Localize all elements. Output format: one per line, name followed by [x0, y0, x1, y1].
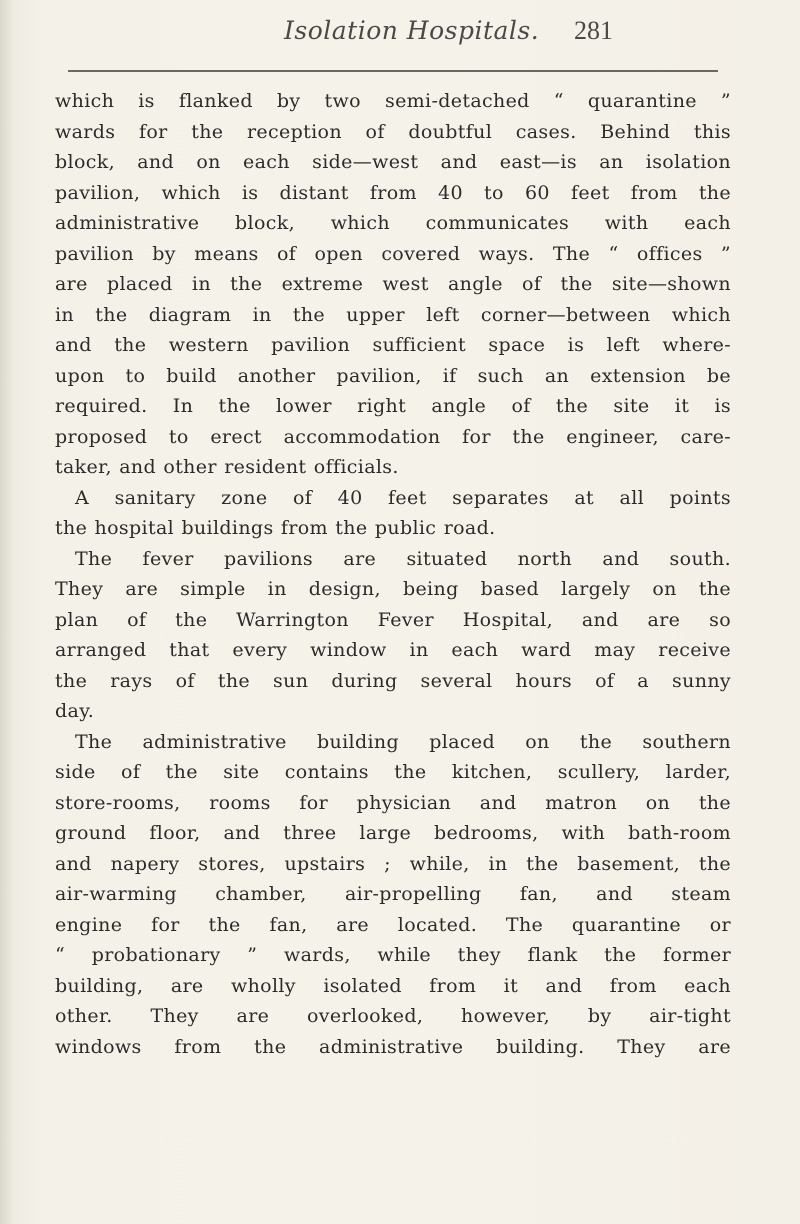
text-line: plan of the Warrington Fever Hospital, and are so	[55, 608, 731, 631]
text-line: other. They are overlooked, however, by air-tight	[55, 1005, 731, 1027]
running-head	[0, 14, 800, 54]
text-line: “ probationary ” wards, while they flank the former	[55, 944, 731, 966]
text-line: pavilion, which is distant from 40 to 60 feet from the	[55, 181, 731, 204]
text-line: proposed to erect accommodation for the engineer, care-	[55, 425, 731, 448]
text-line: and napery stores, upstairs ; while, in the basement, the	[55, 852, 731, 875]
text-line: arranged that every window in each ward may receive	[55, 639, 731, 661]
text-line: ground floor, and three large bedrooms, with bath-room	[55, 822, 731, 844]
text-line: They are simple in design, being based largely on the	[55, 578, 731, 600]
text-line: windows from the administrative building. They are	[55, 1035, 731, 1058]
text-line: side of the site contains the kitchen, scullery, larder,	[55, 761, 731, 783]
text-line: administrative block, which communicates with each	[55, 212, 731, 234]
text-line: pavilion by means of open covered ways. The “ offices ”	[55, 242, 731, 265]
text-line: store-rooms, rooms for physician and matron on the	[55, 791, 731, 814]
text-line: are placed in the extreme west angle of the site—shown	[55, 273, 731, 295]
text-line: building, are wholly isolated from it and from each	[55, 974, 731, 997]
text-line: and the western pavilion sufficient space is left where-	[55, 334, 731, 356]
text-line: the hospital buildings from the public road.	[55, 517, 496, 539]
page-number: 281	[574, 16, 613, 45]
text-line: the rays of the sun during several hours of a sunny	[55, 669, 731, 692]
text-line: taker, and other resident officials.	[55, 456, 399, 478]
binding-edge	[0, 0, 12, 1224]
text-line: in the diagram in the upper left corner—between which	[55, 303, 731, 326]
text-line: air-warming chamber, air-propelling fan, and steam	[55, 883, 731, 905]
text-line: required. In the lower right angle of the site it is	[55, 395, 731, 417]
header-rule	[68, 70, 718, 72]
text-line: engine for the fan, are located. The quarantine or	[55, 913, 731, 936]
text-line: The fever pavilions are situated north and south.	[75, 547, 731, 570]
body-text	[55, 86, 731, 1062]
text-line: The administrative building placed on the southern	[75, 730, 731, 753]
text-line: day.	[55, 700, 95, 722]
text-line: which is flanked by two semi-detached “ quarantine ”	[55, 90, 731, 112]
text-line: block, and on each side—west and east—is an isolation	[55, 151, 731, 173]
text-line: upon to build another pavilion, if such an extension be	[55, 364, 731, 387]
text-line: wards for the reception of doubtful cases. Behind this	[55, 120, 731, 143]
running-title: Isolation Hospitals.	[284, 16, 540, 45]
text-line: A sanitary zone of 40 feet separates at all points	[75, 486, 731, 509]
